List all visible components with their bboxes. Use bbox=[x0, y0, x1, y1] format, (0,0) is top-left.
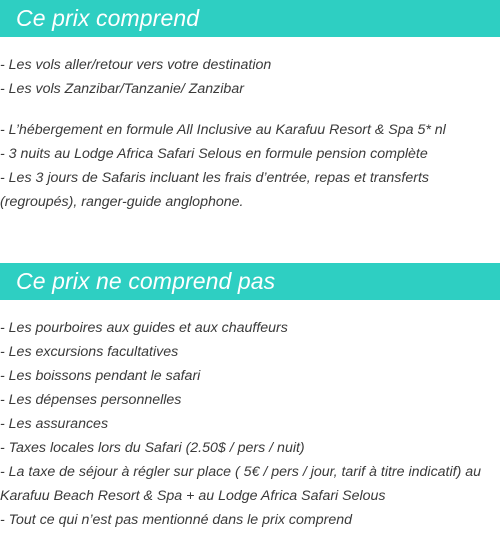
excludes-list bbox=[0, 316, 500, 532]
list-item: - Taxes locales lors du Safari (2.50$ / pers / nuit) bbox=[0, 440, 305, 456]
list-item: - Les vols aller/retour vers votre destination bbox=[0, 57, 272, 73]
list-item: - L’hébergement en formule All Inclusive au Karafuu Resort & Spa 5* nl bbox=[0, 122, 446, 138]
list-item: - Les assurances bbox=[0, 416, 109, 432]
excludes-heading: Ce prix ne comprend pas bbox=[0, 263, 500, 300]
includes-list-stay bbox=[0, 118, 500, 214]
includes-heading: Ce prix comprend bbox=[0, 0, 500, 37]
list-item: - 3 nuits au Lodge Africa Safari Selous en formule pension complète bbox=[0, 146, 428, 162]
list-item: - Les boissons pendant le safari bbox=[0, 368, 201, 384]
list-item: - Les pourboires aux guides et aux chauffeurs bbox=[0, 320, 288, 336]
list-item: - Les vols Zanzibar/Tanzanie/ Zanzibar bbox=[0, 81, 244, 97]
list-item: - Tout ce qui n’est pas mentionné dans le prix comprend bbox=[0, 512, 352, 528]
list-item: - Les dépenses personnelles bbox=[0, 392, 182, 408]
list-item: - Les excursions facultatives bbox=[0, 344, 179, 360]
list-item: - La taxe de séjour à régler sur place ( 5€ / pers / jour, tarif à titre indicatif) au Karafuu Beach Resort & Spa + au Lodge Africa Safari Selous bbox=[0, 464, 482, 504]
includes-list-flights bbox=[0, 53, 500, 101]
list-item: - Les 3 jours de Safaris incluant les frais d’entrée, repas et transferts (regroupés), ranger-guide anglophone. bbox=[0, 170, 429, 210]
